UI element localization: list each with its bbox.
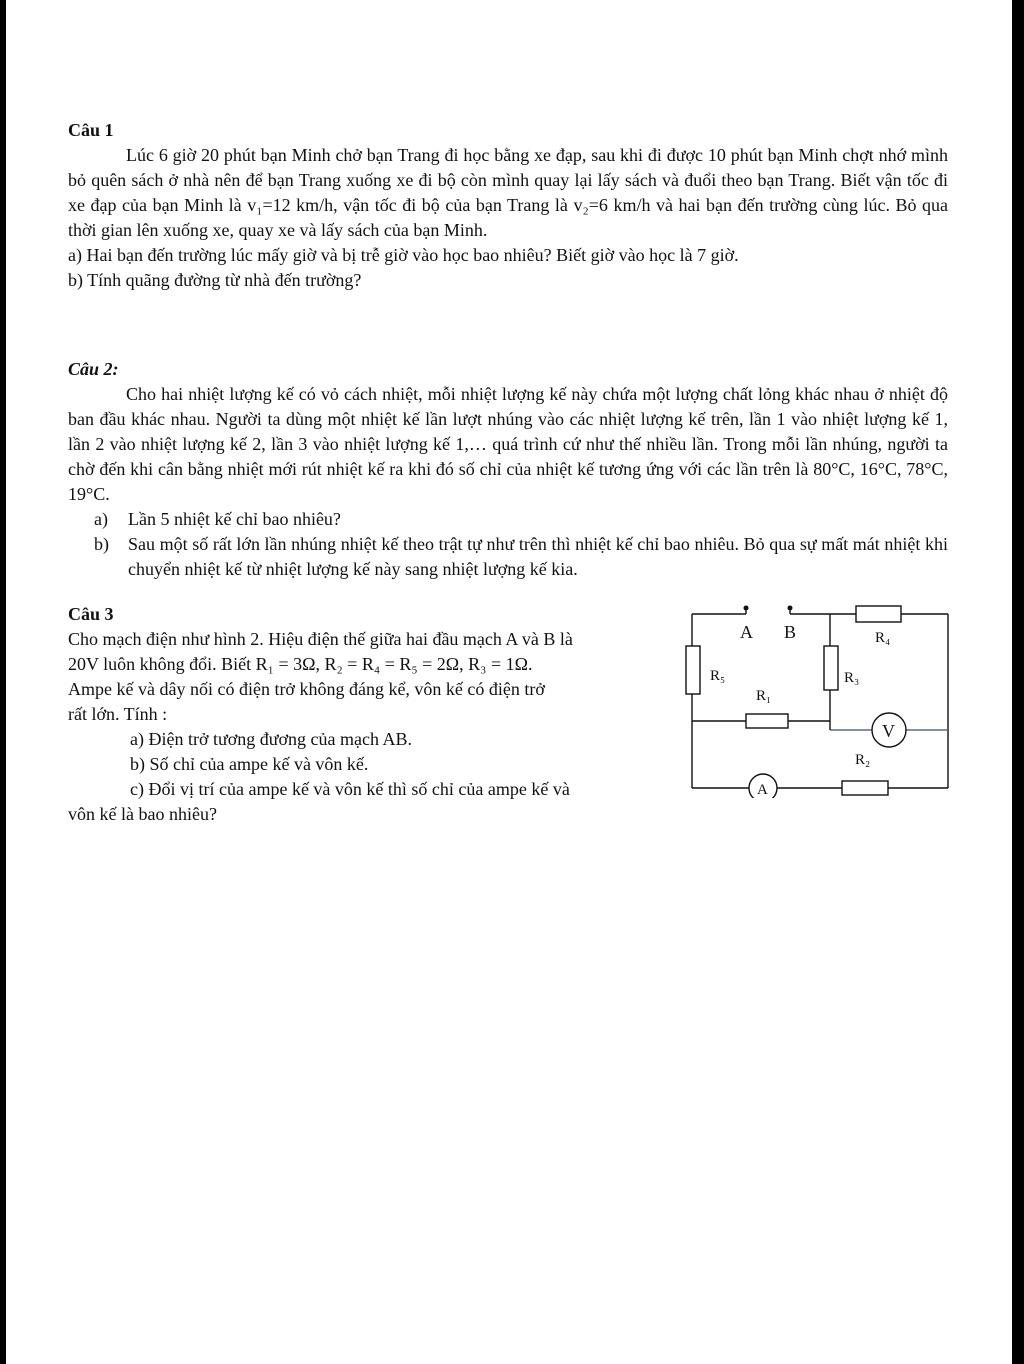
- label-r1: R₁: [756, 688, 772, 704]
- terminal-a-dot: [744, 606, 749, 611]
- q2-item-b-marker: b): [94, 534, 109, 554]
- q3-part-b: b) Số chỉ của ampe kế và vôn kế.: [130, 754, 369, 774]
- q2-item-a: [68, 507, 948, 532]
- q1-paragraph: [68, 143, 948, 243]
- question-2: [68, 357, 948, 582]
- q3-part-a: a) Điện trở tương đương của mạch AB.: [130, 729, 413, 749]
- q2-item-b: [68, 532, 948, 582]
- q1-v1-formula: v₁=12 km/h: [247, 195, 334, 215]
- q2-paragraph: Cho hai nhiệt lượng kế có vỏ cách nhiệt, mỗi nhiệt lượng kế này chứa một lượng chất lỏng khác nhau ở nhiệt độ ban đầu khác nhau. Người ta dùng một nhiệt kế lần lượt nhúng vào các nhiệt lượng kế trên, lần 1 vào nhiệt lượng kế 1, lần 2 vào nhiệt lượng kế 2, lần 3 vào nhiệt lượng kế 1,… quá trình cứ như thế nhiều lần. Trong mỗi lần nhúng, người ta chờ đến khi cân bằng nhiệt mới rút nhiệt kế ra khi đó số chỉ của nhiệt kế tương ứng với các lần trên là 80°C, 16°C, 78°C, 19°C.: [68, 384, 948, 504]
- r1-resistor: [746, 714, 788, 728]
- question-3: [68, 602, 688, 827]
- label-b: B: [784, 622, 797, 642]
- r5-resistor: [686, 646, 700, 694]
- q2-item-a-text: Lần 5 nhiệt kế chỉ bao nhiêu?: [128, 509, 341, 529]
- q1-text-1: Lúc 6 giờ 20 phút bạn Minh chở bạn Trang đi học bằng xe đạp, sau khi đi được 10 phút bạn Minh chợt nhớ mình bỏ quên sách ở nhà nên để bạn Trang xuống xe đi bộ còn mình quay lại lấy sách và đuổi theo bạn Trang. Biết vận tốc đi xe đạp của bạn Minh là: [68, 145, 948, 215]
- label-r5: R₅: [710, 668, 726, 684]
- page: [6, 0, 1012, 1364]
- voltmeter-label: V: [882, 721, 895, 741]
- q1-heading: Câu 1: [68, 120, 114, 140]
- r3-resistor: [824, 646, 838, 690]
- q1-text-3: và hai bạn đến trường cùng lúc. Bỏ qua thời gian lên xuống xe, quay xe và lấy sách của bạn Minh.: [68, 195, 949, 240]
- q1-part-a: a) Hai bạn đến trường lúc mấy giờ và bị trễ giờ vào học bao nhiêu? Biết giờ vào học là 7 giờ.: [68, 245, 739, 265]
- question-1: [68, 118, 948, 293]
- q3-line-2: 20V luôn không đổi. Biết R₁ = 3Ω, R₂ = R₄ = R₅ = 2Ω, R₃ = 1Ω.: [68, 654, 533, 674]
- ammeter-label: A: [757, 782, 768, 798]
- q2-item-a-marker: a): [94, 509, 108, 529]
- label-r3: R₃: [844, 670, 860, 686]
- q2-heading: Câu 2:: [68, 359, 119, 379]
- r4-resistor: [856, 606, 901, 622]
- q1-part-b: b) Tính quãng đường từ nhà đến trường?: [68, 270, 362, 290]
- terminal-b-dot: [788, 606, 793, 611]
- q1-text-2: , vận tốc đi bộ của bạn Trang là: [333, 195, 568, 215]
- circuit-diagram: [676, 598, 966, 798]
- q3-line-3: Ampe kế và dây nối có điện trở không đáng kể, vôn kế có điện trở: [68, 679, 545, 699]
- q3-line-4: rất lớn. Tính :: [68, 704, 168, 724]
- q2-item-b-text: Sau một số rất lớn lần nhúng nhiệt kế theo trật tự như trên thì nhiệt kế chỉ bao nhiêu. Bỏ qua sự mất mát nhiệt khi chuyển nhiệt kế từ nhiệt lượng kế này sang nhiệt lượng kế kia.: [128, 534, 948, 579]
- label-r4: R₄: [875, 630, 891, 646]
- q1-v2-formula: v₂=6 km/h: [573, 195, 651, 215]
- q3-part-c: c) Đổi vị trí của ampe kế và vôn kế thì số chỉ của ampe kế và: [130, 779, 570, 799]
- r2-resistor: [842, 781, 888, 795]
- label-a: A: [740, 622, 753, 642]
- q3-line-1: Cho mạch điện như hình 2. Hiệu điện thế giữa hai đầu mạch A và B là: [68, 629, 573, 649]
- q3-part-c-cont: vôn kế là bao nhiêu?: [68, 804, 217, 824]
- q3-heading: Câu 3: [68, 604, 114, 624]
- label-r2: R₂: [855, 752, 871, 768]
